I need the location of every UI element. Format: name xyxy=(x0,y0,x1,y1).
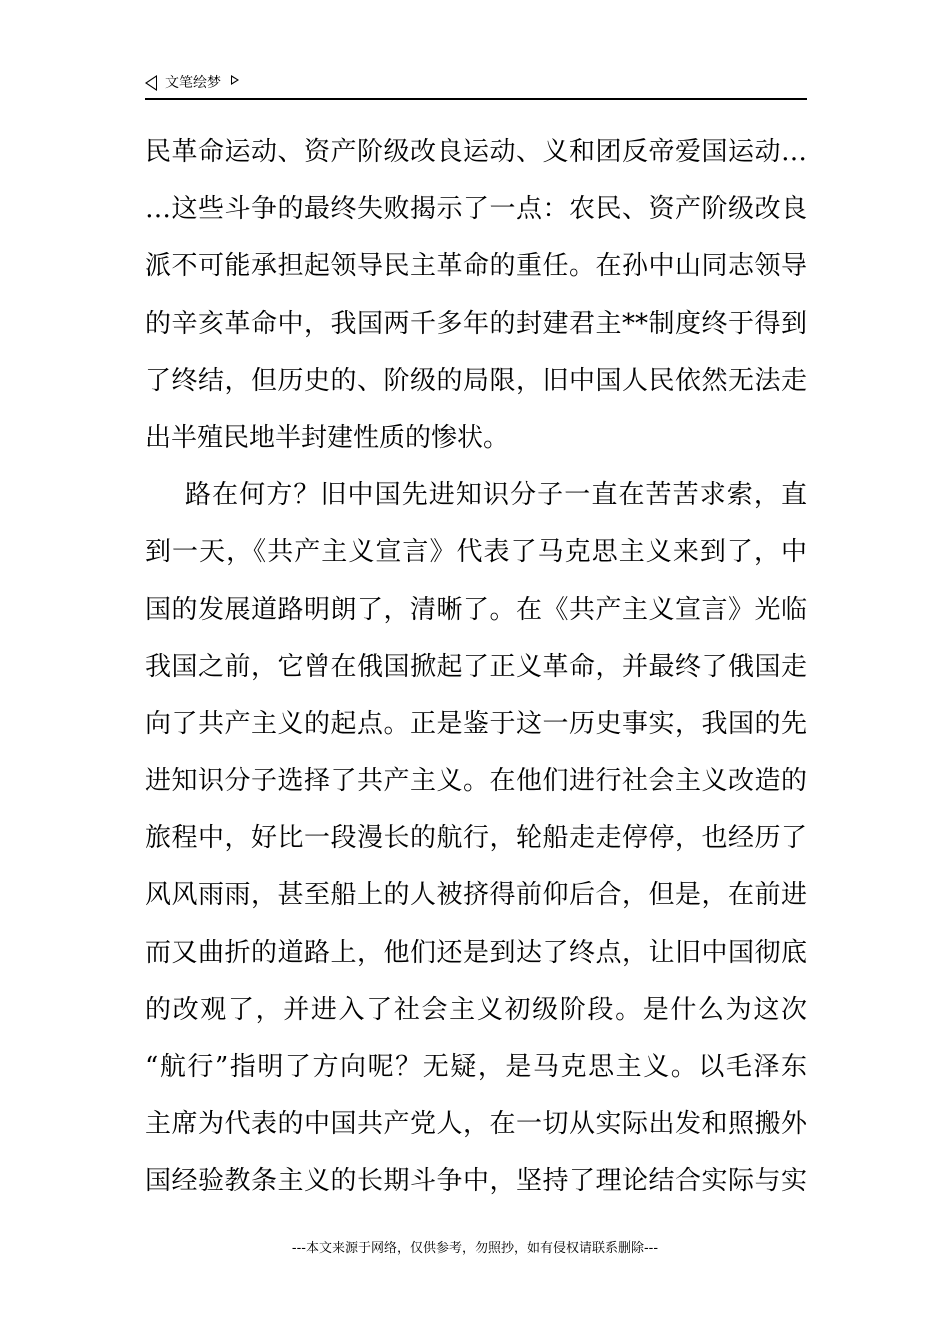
text-line: 主席为代表的中国共产党人，在一切从实际出发和照搬外 xyxy=(145,1109,807,1140)
text-line: 而又曲折的道路上，他们还是到达了终点，让旧中国彻底 xyxy=(145,937,807,968)
text-line: “航行”指明了方向呢？无疑，是马克思主义。以毛泽东 xyxy=(145,1052,807,1082)
text-line: 向了共产主义的起点。正是鉴于这一历史事实，我国的先 xyxy=(145,708,807,739)
text-line: 派不可能承担起领导民主革命的重任。在孙中山同志领导 xyxy=(145,251,807,282)
text-line: 了终结，但历史的、阶级的局限，旧中国人民依然无法走 xyxy=(145,365,807,396)
text-line: 到一天，《共产主义宣言》代表了马克思主义来到了，中 xyxy=(145,537,807,568)
text-line: 国的发展道路明朗了，清晰了。在《共产主义宣言》光临 xyxy=(145,594,807,625)
document-body xyxy=(145,124,807,1211)
header-brand xyxy=(145,74,239,92)
text-line: 的改观了，并进入了社会主义初级阶段。是什么为这次 xyxy=(145,994,807,1025)
paragraph-2 xyxy=(145,467,807,1210)
text-line: 的辛亥革命中，我国两千多年的封建君主**制度终于得到 xyxy=(145,308,807,339)
text-line: 风风雨雨，甚至船上的人被挤得前仰后合，但是，在前进 xyxy=(145,880,807,911)
text-line: 国经验教条主义的长期斗争中，坚持了理论结合实际与实 xyxy=(145,1166,807,1197)
text-line: 进知识分子选择了共产主义。在他们进行社会主义改造的 xyxy=(145,766,807,797)
text-line: 民革命运动、资产阶级改良运动、义和团反帝爱国运动… xyxy=(145,137,807,167)
text-line: 出半殖民地半封建性质的惨状。 xyxy=(145,422,510,453)
right-triangle-icon xyxy=(231,75,239,85)
page-header xyxy=(145,72,807,100)
text-line: 我国之前，它曾在俄国掀起了正义革命，并最终了俄国走 xyxy=(145,651,807,682)
paragraph-1 xyxy=(145,124,807,467)
text-line: 旅程中，好比一段漫长的航行，轮船走走停停，也经历了 xyxy=(145,823,807,854)
header-title: 文笔绘梦 xyxy=(165,75,221,91)
text-line: 路在何方？旧中国先进知识分子一直在苦苦求索，直 xyxy=(185,480,807,511)
footer-notice: ---本文来源于网络，仅供参考，勿照抄，如有侵权请联系删除--- xyxy=(291,1241,659,1256)
text-line: …这些斗争的最终失败揭示了一点：农民、资产阶级改良 xyxy=(145,194,807,225)
left-triangle-icon xyxy=(145,75,157,91)
